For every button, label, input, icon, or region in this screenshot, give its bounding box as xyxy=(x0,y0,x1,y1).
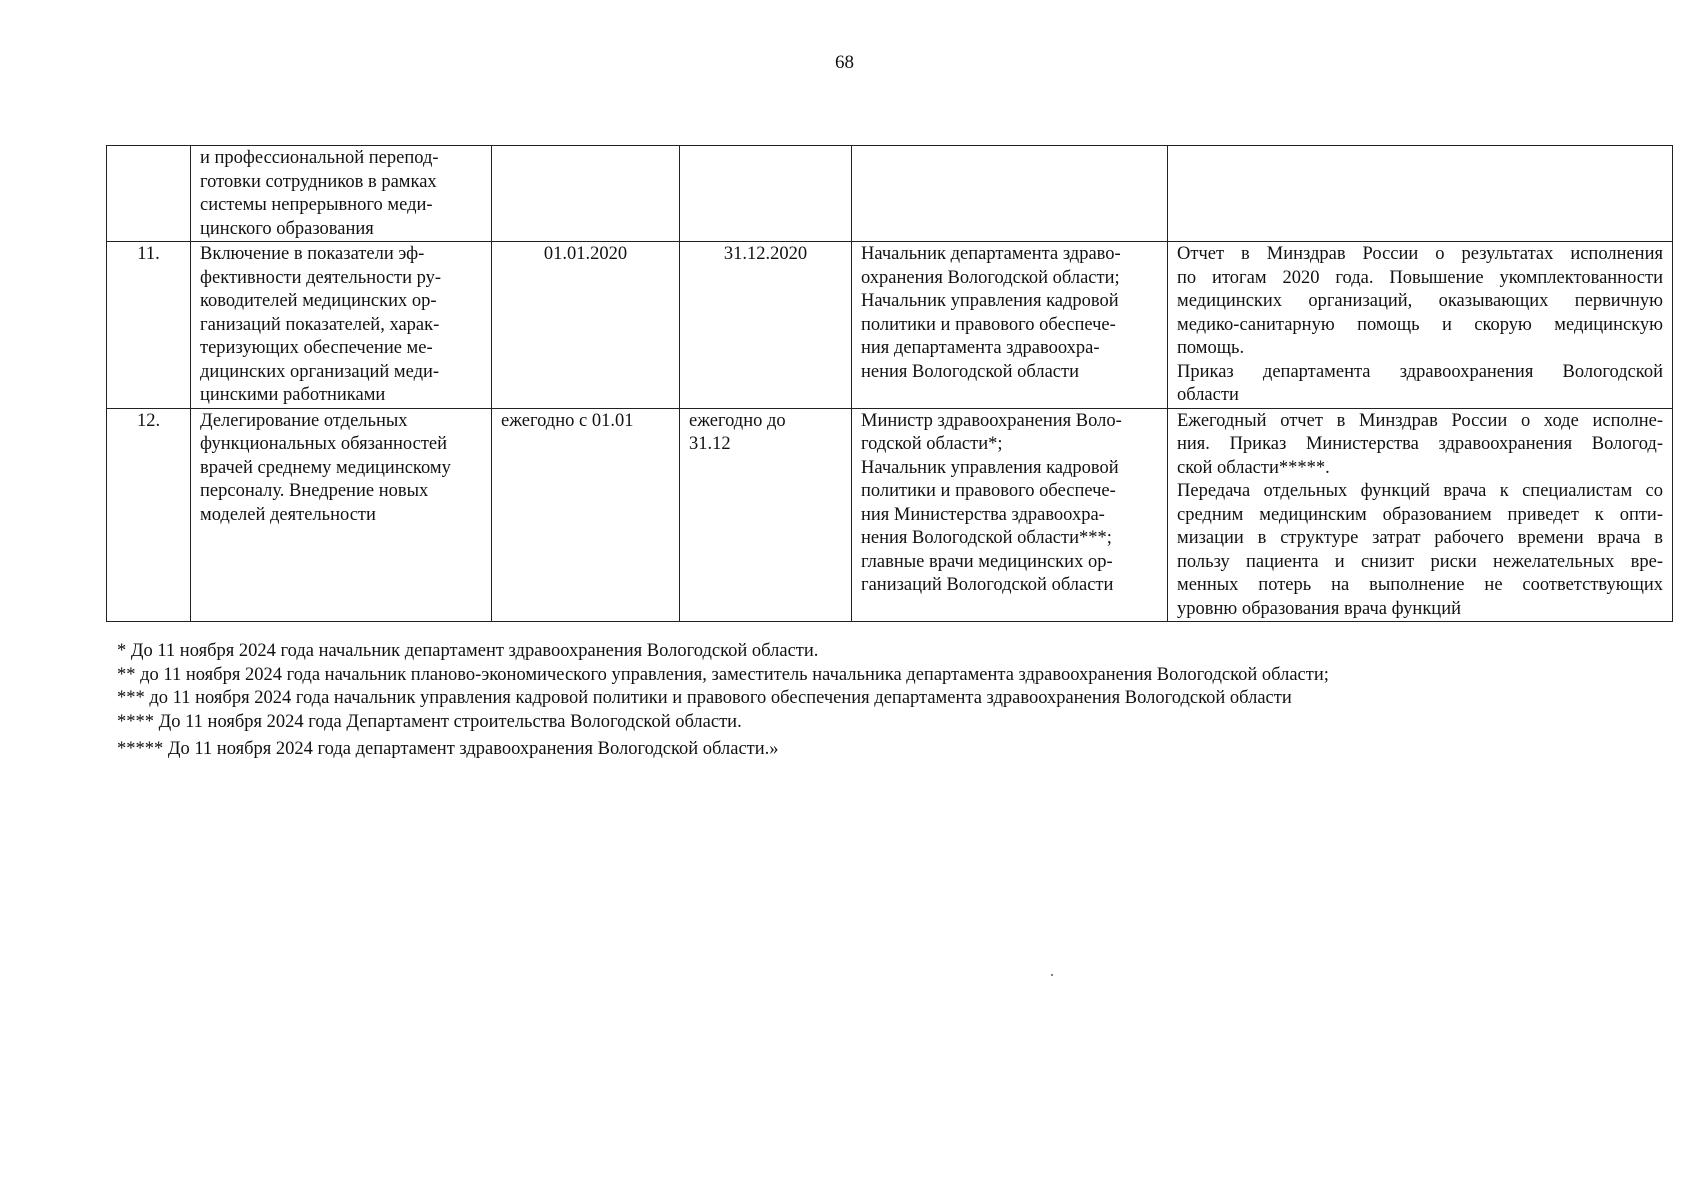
text-line: ния. Приказ Министерства здравоохранения Вологод- xyxy=(1177,434,1663,454)
footnotes xyxy=(117,640,1657,762)
text-line: Приказ департамента здравоохранения Вологодской xyxy=(1177,361,1663,382)
text-line: Включение в показатели эф- xyxy=(200,244,425,264)
footnote: ***** До 11 ноября 2024 года департамент здравоохранения Вологодской области.» xyxy=(117,739,779,759)
text-line: Отчет в Минздрав России о результатах исполнения xyxy=(1177,244,1663,264)
result-cell xyxy=(1168,242,1673,409)
table-row xyxy=(107,408,1673,622)
scan-speck xyxy=(1051,974,1053,976)
text-line: по итогам 2020 года. Повышение укомплектованности xyxy=(1177,267,1663,288)
text-line: Начальник управления кадровой xyxy=(861,457,1119,478)
text-line: врачей среднему медицинскому xyxy=(200,457,451,478)
responsible-cell xyxy=(852,408,1168,622)
text-line: ежегодно до xyxy=(689,410,786,431)
text-line: нения Вологодской области***; xyxy=(861,528,1112,548)
row-number-cell xyxy=(107,146,191,242)
page-number: 68 xyxy=(835,52,854,73)
text-line: области xyxy=(1177,385,1239,405)
start-date-cell xyxy=(492,146,680,242)
result-cell xyxy=(1168,146,1673,242)
table-row xyxy=(107,242,1673,409)
text-line: Делегирование отдельных xyxy=(200,410,408,431)
text-line: средним медицинским образованием приведет к опти- xyxy=(1177,504,1663,525)
text-line: медицинских организаций, оказывающих первичную xyxy=(1177,291,1663,311)
text-line: уровню образования врача функций xyxy=(1177,598,1462,619)
text-line: политики и правового обеспече- xyxy=(861,481,1116,501)
footnote: * До 11 ноября 2024 года начальник департамент здравоохранения Вологодской области. xyxy=(117,641,819,661)
text-line: ководителей медицинских ор- xyxy=(200,291,437,311)
row-number-cell: 12. xyxy=(107,408,191,622)
text-line: системы непрерывного меди- xyxy=(200,195,433,215)
measures-table xyxy=(106,145,1673,622)
text-line: теризующих обеспечение ме- xyxy=(200,338,433,358)
start-date-cell: ежегодно с 01.01 xyxy=(492,408,680,622)
text-line: политики и правового обеспече- xyxy=(861,314,1116,335)
measure-name-cell xyxy=(191,408,492,622)
text-line: ской области*****. xyxy=(1177,457,1330,478)
end-date-cell xyxy=(680,146,852,242)
text-line: ганизаций показателей, харак- xyxy=(200,314,440,335)
text-line: менных потерь на выполнение не соответствующих xyxy=(1177,575,1663,595)
text-line: 31.12 xyxy=(689,434,731,454)
text-line: ния департамента здравоохра- xyxy=(861,338,1100,358)
text-line: мизации в структуре затрат рабочего времени врача в xyxy=(1177,528,1663,548)
footnote: **** До 11 ноября 2024 года Департамент строительства Вологодской области. xyxy=(117,711,742,732)
measure-name-cell xyxy=(191,146,492,242)
text-line: помощь. xyxy=(1177,338,1245,358)
text-line: Передача отдельных функций врача к специалистам со xyxy=(1177,481,1663,501)
text-line: цинского образования xyxy=(200,218,374,239)
text-line: функциональных обязанностей xyxy=(200,434,448,454)
text-line: медико-санитарную помощь и скорую медицинскую xyxy=(1177,314,1663,335)
responsible-cell xyxy=(852,146,1168,242)
text-line: моделей деятельности xyxy=(200,504,376,525)
text-line: персоналу. Внедрение новых xyxy=(200,481,429,501)
text-line: нения Вологодской области xyxy=(861,361,1080,382)
measure-name-cell xyxy=(191,242,492,409)
text-line: Министр здравоохранения Воло- xyxy=(861,410,1122,431)
text-line: годской области*; xyxy=(861,434,1003,454)
table-row xyxy=(107,146,1673,242)
footnote: *** до 11 ноября 2024 года начальник управления кадровой политики и правового обеспечения департамента здравоохранения Вологодской области xyxy=(117,688,1292,708)
text-line: ния Министерства здравоохра- xyxy=(861,504,1105,525)
text-line: Ежегодный отчет в Минздрав России о ходе исполне- xyxy=(1177,410,1663,431)
text-line: Начальник управления кадровой xyxy=(861,291,1119,311)
responsible-cell xyxy=(852,242,1168,409)
text-line: охранения Вологодской области; xyxy=(861,267,1120,288)
end-date-cell xyxy=(680,408,852,622)
text-line: и профессиональной перепод- xyxy=(200,148,439,168)
text-line: главные врачи медицинских ор- xyxy=(861,551,1113,572)
result-cell xyxy=(1168,408,1673,622)
start-date-cell: 01.01.2020 xyxy=(492,242,680,409)
text-line: пользу пациента и снизит риски нежелательных вре- xyxy=(1177,551,1663,572)
text-line: ганизаций Вологодской области xyxy=(861,575,1114,595)
row-number-cell: 11. xyxy=(107,242,191,409)
text-line: Начальник департамента здраво- xyxy=(861,244,1121,264)
text-line: цинскими работниками xyxy=(200,385,386,405)
end-date-cell: 31.12.2020 xyxy=(680,242,852,409)
text-line: фективности деятельности ру- xyxy=(200,267,442,288)
text-line: готовки сотрудников в рамках xyxy=(200,171,437,192)
text-line: дицинских организаций меди- xyxy=(200,361,440,382)
footnote: ** до 11 ноября 2024 года начальник планово-экономического управления, заместитель начальника департамента здравоохранения Вологодской области; xyxy=(117,664,1329,685)
